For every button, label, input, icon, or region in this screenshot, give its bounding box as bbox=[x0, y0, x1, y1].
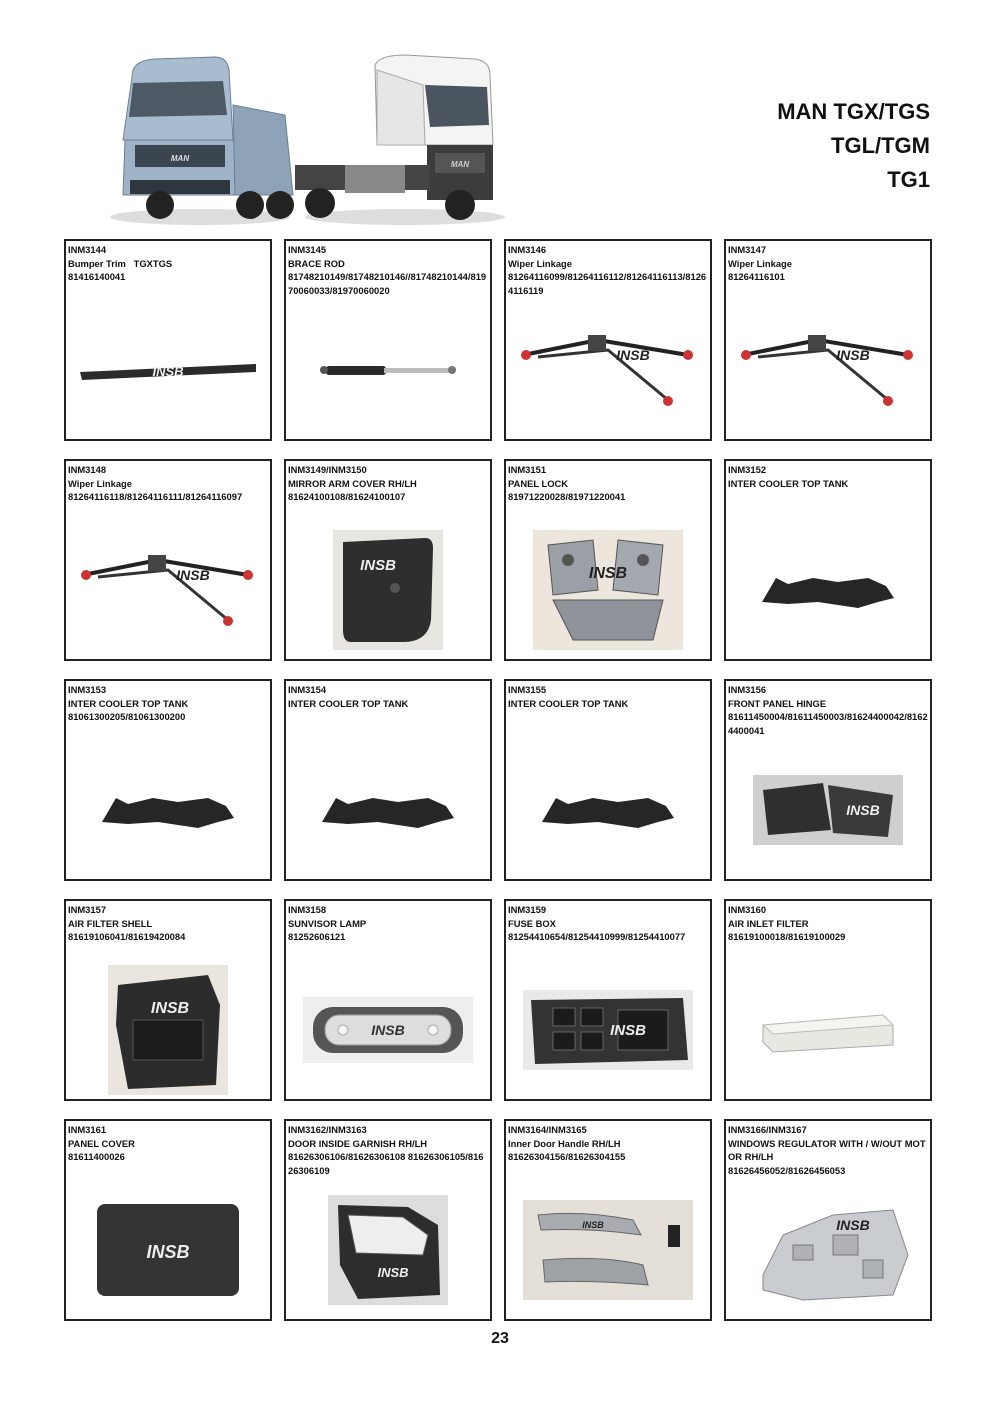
part-info bbox=[288, 683, 488, 710]
white-truck-icon bbox=[295, 55, 505, 225]
part-name: INTER COOLER TOP TANK bbox=[288, 697, 409, 709]
brand-logo: INSB bbox=[176, 567, 210, 583]
intercooler-tank-icon bbox=[506, 741, 710, 879]
sunvisor-lamp-icon bbox=[286, 961, 490, 1099]
part-info bbox=[68, 1123, 268, 1164]
brand-logo: INSB bbox=[146, 1242, 190, 1262]
part-numbers: 81254410654/81254410999/81254410077 bbox=[508, 931, 686, 943]
part-card bbox=[504, 239, 712, 441]
part-code: INM3161 bbox=[68, 1124, 107, 1135]
brand-logo: INSB bbox=[150, 1000, 190, 1017]
part-code: INM3157 bbox=[68, 904, 107, 915]
part-name: Wiper Linkage bbox=[728, 257, 792, 269]
part-numbers: 81416140041 bbox=[68, 271, 126, 283]
part-info bbox=[68, 463, 268, 504]
part-numbers: 81611450004/81611450003/81624400042/81624400041 bbox=[728, 711, 928, 736]
part-name: PANEL COVER bbox=[68, 1137, 135, 1149]
brand-logo: INSB bbox=[616, 347, 650, 363]
brace-rod-icon bbox=[286, 301, 490, 439]
part-numbers: 81748210149/81748210146//81748210144/81970060033/81970060020 bbox=[288, 271, 487, 296]
brand-logo: INSB bbox=[836, 1217, 870, 1233]
part-info bbox=[288, 1123, 488, 1177]
part-info bbox=[288, 463, 488, 504]
part-numbers: 81626304156/81626304155 bbox=[508, 1151, 626, 1163]
part-numbers: 81252606121 bbox=[288, 931, 346, 943]
part-numbers: 81619106041/81619420084 bbox=[68, 931, 186, 943]
brand-logo: INSB bbox=[846, 802, 880, 818]
part-name: FRONT PANEL HINGE bbox=[728, 697, 827, 709]
part-info bbox=[68, 243, 268, 284]
brand-logo: INSB bbox=[836, 347, 870, 363]
wiper-linkage-icon bbox=[726, 301, 930, 439]
part-name: Wiper Linkage bbox=[68, 477, 132, 489]
part-card bbox=[64, 459, 272, 661]
part-info bbox=[508, 683, 708, 710]
wiper-linkage-icon bbox=[66, 521, 270, 659]
part-code: INM3144 bbox=[68, 244, 107, 255]
part-numbers: 81264116118/81264116111/81264116097 bbox=[68, 491, 243, 503]
part-code: INM3151 bbox=[508, 464, 547, 475]
brand-logo: INSB bbox=[152, 364, 184, 379]
part-info bbox=[508, 463, 708, 504]
part-code: INM3155 bbox=[508, 684, 547, 695]
part-numbers: 81061300205/81061300200 bbox=[68, 711, 186, 723]
part-card bbox=[284, 899, 492, 1101]
part-name: AIR FILTER SHELL bbox=[68, 917, 153, 929]
panel-lock-icon bbox=[506, 521, 710, 659]
part-info bbox=[508, 1123, 708, 1164]
part-name: INTER COOLER TOP TANK bbox=[728, 477, 849, 489]
part-name: PANEL LOCK bbox=[508, 477, 569, 489]
part-card bbox=[64, 679, 272, 881]
truck-photos bbox=[105, 45, 505, 230]
fuse-box-icon bbox=[506, 961, 710, 1099]
title-line: MAN TGX/TGS bbox=[777, 99, 930, 124]
brand-logo: INSB bbox=[582, 1220, 604, 1230]
part-card bbox=[504, 1119, 712, 1321]
truck-badge: MAN bbox=[170, 154, 190, 163]
part-code: INM3164/INM3165 bbox=[508, 1124, 587, 1135]
brand-logo: INSB bbox=[588, 565, 628, 582]
part-name: AIR INLET FILTER bbox=[728, 917, 809, 929]
part-numbers: 81971220028/81971220041 bbox=[508, 491, 626, 503]
catalog-title bbox=[777, 95, 930, 197]
part-card bbox=[724, 679, 932, 881]
part-card bbox=[504, 679, 712, 881]
brand-logo: INSB bbox=[377, 1265, 409, 1280]
part-name: Wiper Linkage bbox=[508, 257, 572, 269]
part-numbers: 81611400026 bbox=[68, 1151, 125, 1163]
part-code: INM3156 bbox=[728, 684, 767, 695]
bumper-trim-icon bbox=[66, 301, 270, 439]
truck-photos-icon bbox=[105, 45, 505, 230]
part-name: INTER COOLER TOP TANK bbox=[68, 697, 189, 709]
part-code: INM3145 bbox=[288, 244, 327, 255]
part-card bbox=[64, 899, 272, 1101]
part-card bbox=[504, 899, 712, 1101]
part-info bbox=[508, 243, 708, 297]
intercooler-tank-icon bbox=[286, 741, 490, 879]
part-numbers: 81626306106/81626306108 81626306105/81626306109 bbox=[288, 1151, 484, 1176]
part-numbers: 81626456052/81626456053 bbox=[728, 1164, 846, 1176]
part-numbers: 81624100108/81624100107 bbox=[288, 491, 406, 503]
part-info bbox=[728, 463, 928, 490]
part-card bbox=[284, 1119, 492, 1321]
air-filter-shell-icon bbox=[66, 961, 270, 1099]
part-card bbox=[504, 459, 712, 661]
part-numbers: 81264116101 bbox=[728, 271, 785, 283]
part-code: INM3159 bbox=[508, 904, 547, 915]
part-name: Bumper Trim TGXTGS bbox=[68, 257, 173, 269]
part-code: INM3162/INM3163 bbox=[288, 1124, 367, 1135]
panel-cover-icon bbox=[66, 1181, 270, 1319]
part-card bbox=[724, 459, 932, 661]
part-card bbox=[64, 1119, 272, 1321]
part-info bbox=[288, 903, 488, 944]
part-info bbox=[728, 243, 928, 284]
part-name: INTER COOLER TOP TANK bbox=[508, 697, 629, 709]
part-name: DOOR INSIDE GARNISH RH/LH bbox=[288, 1137, 428, 1149]
part-code: INM3146 bbox=[508, 244, 547, 255]
part-name: MIRROR ARM COVER RH/LH bbox=[288, 477, 417, 489]
part-info bbox=[728, 1123, 928, 1177]
part-numbers: 81264116099/81264116112/81264116113/81264116119 bbox=[508, 271, 707, 296]
part-info bbox=[728, 683, 928, 737]
part-card bbox=[284, 679, 492, 881]
panel-hinge-icon bbox=[726, 741, 930, 879]
part-code: INM3147 bbox=[728, 244, 767, 255]
part-code: INM3149/INM3150 bbox=[288, 464, 367, 475]
truck-badge: MAN bbox=[450, 160, 470, 169]
part-code: INM3160 bbox=[728, 904, 767, 915]
part-card bbox=[284, 239, 492, 441]
door-handle-icon bbox=[506, 1181, 710, 1319]
part-info bbox=[288, 243, 488, 297]
part-name: FUSE BOX bbox=[508, 917, 556, 929]
part-code: INM3153 bbox=[68, 684, 107, 695]
brand-logo: INSB bbox=[360, 557, 396, 574]
mirror-arm-cover-icon bbox=[286, 521, 490, 659]
brand-logo: INSB bbox=[371, 1022, 405, 1038]
part-code: INM3166/INM3167 bbox=[728, 1124, 807, 1135]
part-name: SUNVISOR LAMP bbox=[288, 917, 367, 929]
part-numbers: 81619100018/81619100029 bbox=[728, 931, 846, 943]
part-card bbox=[724, 239, 932, 441]
part-name: WINDOWS REGULATOR WITH / W/OUT MOTOR RH/LH bbox=[728, 1137, 926, 1163]
brand-logo: INSB bbox=[610, 1022, 646, 1039]
intercooler-tank-icon bbox=[66, 741, 270, 879]
part-card bbox=[724, 1119, 932, 1321]
part-code: INM3158 bbox=[288, 904, 327, 915]
door-garnish-icon bbox=[286, 1181, 490, 1319]
window-regulator-icon bbox=[726, 1181, 930, 1319]
part-code: INM3154 bbox=[288, 684, 327, 695]
part-card bbox=[284, 459, 492, 661]
title-line: TGL/TGM bbox=[831, 133, 930, 158]
part-info bbox=[68, 903, 268, 944]
part-info bbox=[68, 683, 268, 724]
part-code: INM3148 bbox=[68, 464, 107, 475]
part-name: BRACE ROD bbox=[288, 257, 345, 269]
part-card bbox=[724, 899, 932, 1101]
part-code: INM3152 bbox=[728, 464, 767, 475]
part-name: Inner Door Handle RH/LH bbox=[508, 1137, 621, 1149]
page-number: 23 bbox=[491, 1330, 509, 1347]
blue-truck-icon bbox=[110, 57, 294, 225]
title-line: TG1 bbox=[887, 167, 930, 192]
air-inlet-filter-icon bbox=[726, 961, 930, 1099]
wiper-linkage-icon bbox=[506, 301, 710, 439]
part-card bbox=[64, 239, 272, 441]
intercooler-tank-icon bbox=[726, 521, 930, 659]
part-info bbox=[728, 903, 928, 944]
part-info bbox=[508, 903, 708, 944]
